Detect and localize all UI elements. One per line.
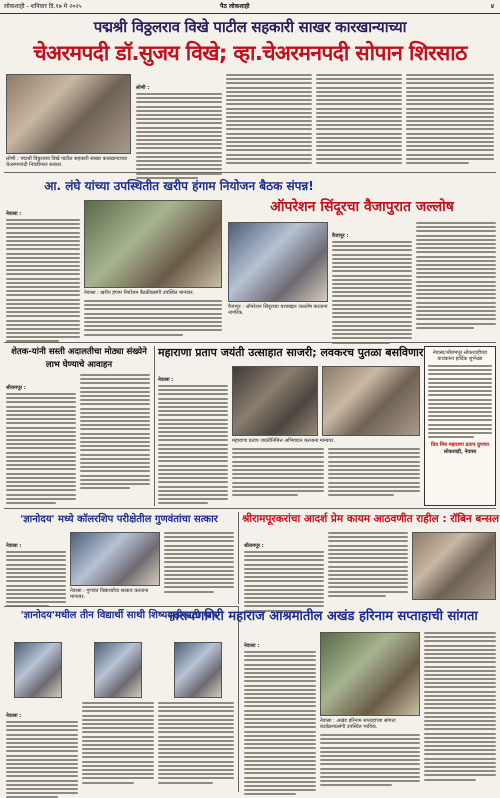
header-masthead: पैठ लोकशाही [220,3,250,10]
sindoor-text-col2 [416,222,496,340]
court-dateline: श्रीरामपूर : [6,385,26,391]
top-story-dateline: लोणी : [136,85,150,91]
maharana-headline: महाराणा प्रताप जयंती उत्साहात साजरी; लवकरच पुतळा बसविणार [158,346,424,359]
maharana-dateline: नेवासा : [158,377,174,383]
top-story-col4 [406,74,494,170]
narayangiri-caption: नेवासा : अखंड हरिनाम सप्ताहाच्या सांगता कार्यक्रमप्रसंगी उपस्थित भाविक. [320,718,396,730]
sindoor-text-col1 [332,222,412,340]
ad-intro: नेवासा/श्रीरामपूर लोकशाहीच्या वाचकांना हार्दिक शुभेच्छा [432,350,488,362]
kharif-photo [84,200,222,288]
dnyanodaya1-dateline: नेवासा : [6,543,22,549]
sindoor-caption: वैजापूर : ऑपरेशन सिंदूरच्या यशाबद्दल जल्लोष करताना नागरिक. [228,304,328,316]
student-photo-3 [174,642,222,698]
top-story-caption: लोणी : पद्मश्री विठ्ठलराव विखे पाटील सहकारी साखर कारखान्याच्या चेअरमनपदी निवडीनंतर सत्कार. [6,156,128,168]
maharana-text-col1 [158,366,228,502]
top-story-col1 [136,74,222,170]
dnyanodaya2-text-col3 [158,702,234,792]
maharana-caption: महाराणा प्रताप जयंतीनिमित्त अभिवादन करताना मान्यवर. [232,438,335,444]
sindoor-dateline: वैजापूर : [332,233,349,239]
column-rule [238,606,239,792]
court-text-col1 [6,374,76,502]
maharana-photo-1 [232,366,318,436]
inspire-text-col2 [328,532,408,602]
dnyanodaya2-headline: 'ज्ञानोदय'मधील तीन विद्यार्थी साथी शिष्यवृत्तीसाठी पात्र [20,610,218,621]
page-header [0,0,500,14]
inspire-headline: श्रीरामपूरकरांचा आदर्श प्रेम कायम आठवणीत राहील : रॉबिन बन्सल [242,513,500,525]
top-story-kicker: पद्मश्री विठ्ठलराव विखे पाटील सहकारी साखर कारखान्याच्या [93,18,407,36]
court-text-col2 [80,374,150,502]
maharana-text-col3 [328,448,420,504]
ad-name: प्रिय मित्र महाराणा प्रताप ग्रुपच्या [431,442,489,449]
ad-sub: लोकशाही, नेवासा [443,449,477,456]
dnyanodaya2-text-col1 [6,702,78,792]
top-story-headline: चेअरमपदी डॉ.सुजय विखे; व्हा.चेअरमनपदी सोपान शिरसाठ [33,41,467,65]
column-rule [238,512,239,604]
maharana-photo-2 [322,366,420,436]
narayangiri-text-col1 [244,632,316,792]
page-number: ४ [490,3,494,10]
inspire-photo [412,532,496,600]
student-photo-2 [94,642,142,698]
sindoor-headline: ऑपरेशन सिंदूरचा वैजापुरात जल्लोष [270,199,454,215]
dnyanodaya1-text-col1 [6,532,66,598]
dnyanodaya1-text-col2 [164,532,234,598]
top-story-col2 [226,74,312,170]
greeting-ad-box [424,346,496,506]
narayangiri-dateline: नेवासा : [244,643,260,649]
dnyanodaya1-caption: नेवासा : गुणवंत विद्यार्थ्यांचा सत्कार करताना मान्यवर. [70,588,149,600]
dnyanodaya2-text-col2 [82,702,154,792]
column-rule [154,346,155,506]
dnyanodaya1-headline: 'ज्ञानोदय' मध्ये कॉलरशिप परीक्षेतील गुणवंतांचा सत्कार [20,514,218,525]
kharif-text-bottom [84,300,222,340]
inspire-dateline: श्रीरामपूर : [244,543,264,549]
student-photo-1 [14,642,62,698]
header-date: लोकशाही - शनिवार दि.१७ मे २०२५ [4,3,82,10]
divider [4,342,496,343]
kharif-text-left [6,200,80,338]
court-headline: शेतक-यांनी सस्ती अदालतीचा मोठ्या संख्येने लाभ घेण्याचे आवाहन [11,347,147,370]
top-story-col3 [316,74,402,170]
narayangiri-text-col2 [320,734,420,792]
kharif-dateline: नेवासा : [6,211,22,217]
sindoor-photo [228,222,328,302]
top-story-photo [6,74,131,154]
narayangiri-headline: नारायणगिरी महाराज आश्रमातील अखंड हरिनाम सप्ताहाची सांगता [168,609,478,624]
divider [4,508,496,509]
kharif-caption: नेवासा : खरीप हंगाम नियोजन बैठकीप्रसंगी उपस्थित मान्यवर. [84,290,195,296]
narayangiri-text-col3 [424,632,496,792]
dnyanodaya2-dateline: नेवासा : [6,713,22,719]
kharif-headline: आ. लंघे यांच्या उपस्थितीत खरीप हंगाम नियोजन बैठक संपन्न! [44,179,314,193]
inspire-text-col1 [244,532,324,602]
narayangiri-photo [320,632,420,716]
dnyanodaya1-photo [70,532,160,586]
maharana-text-col2 [232,448,324,504]
divider [4,172,496,173]
ad-body [425,365,495,438]
